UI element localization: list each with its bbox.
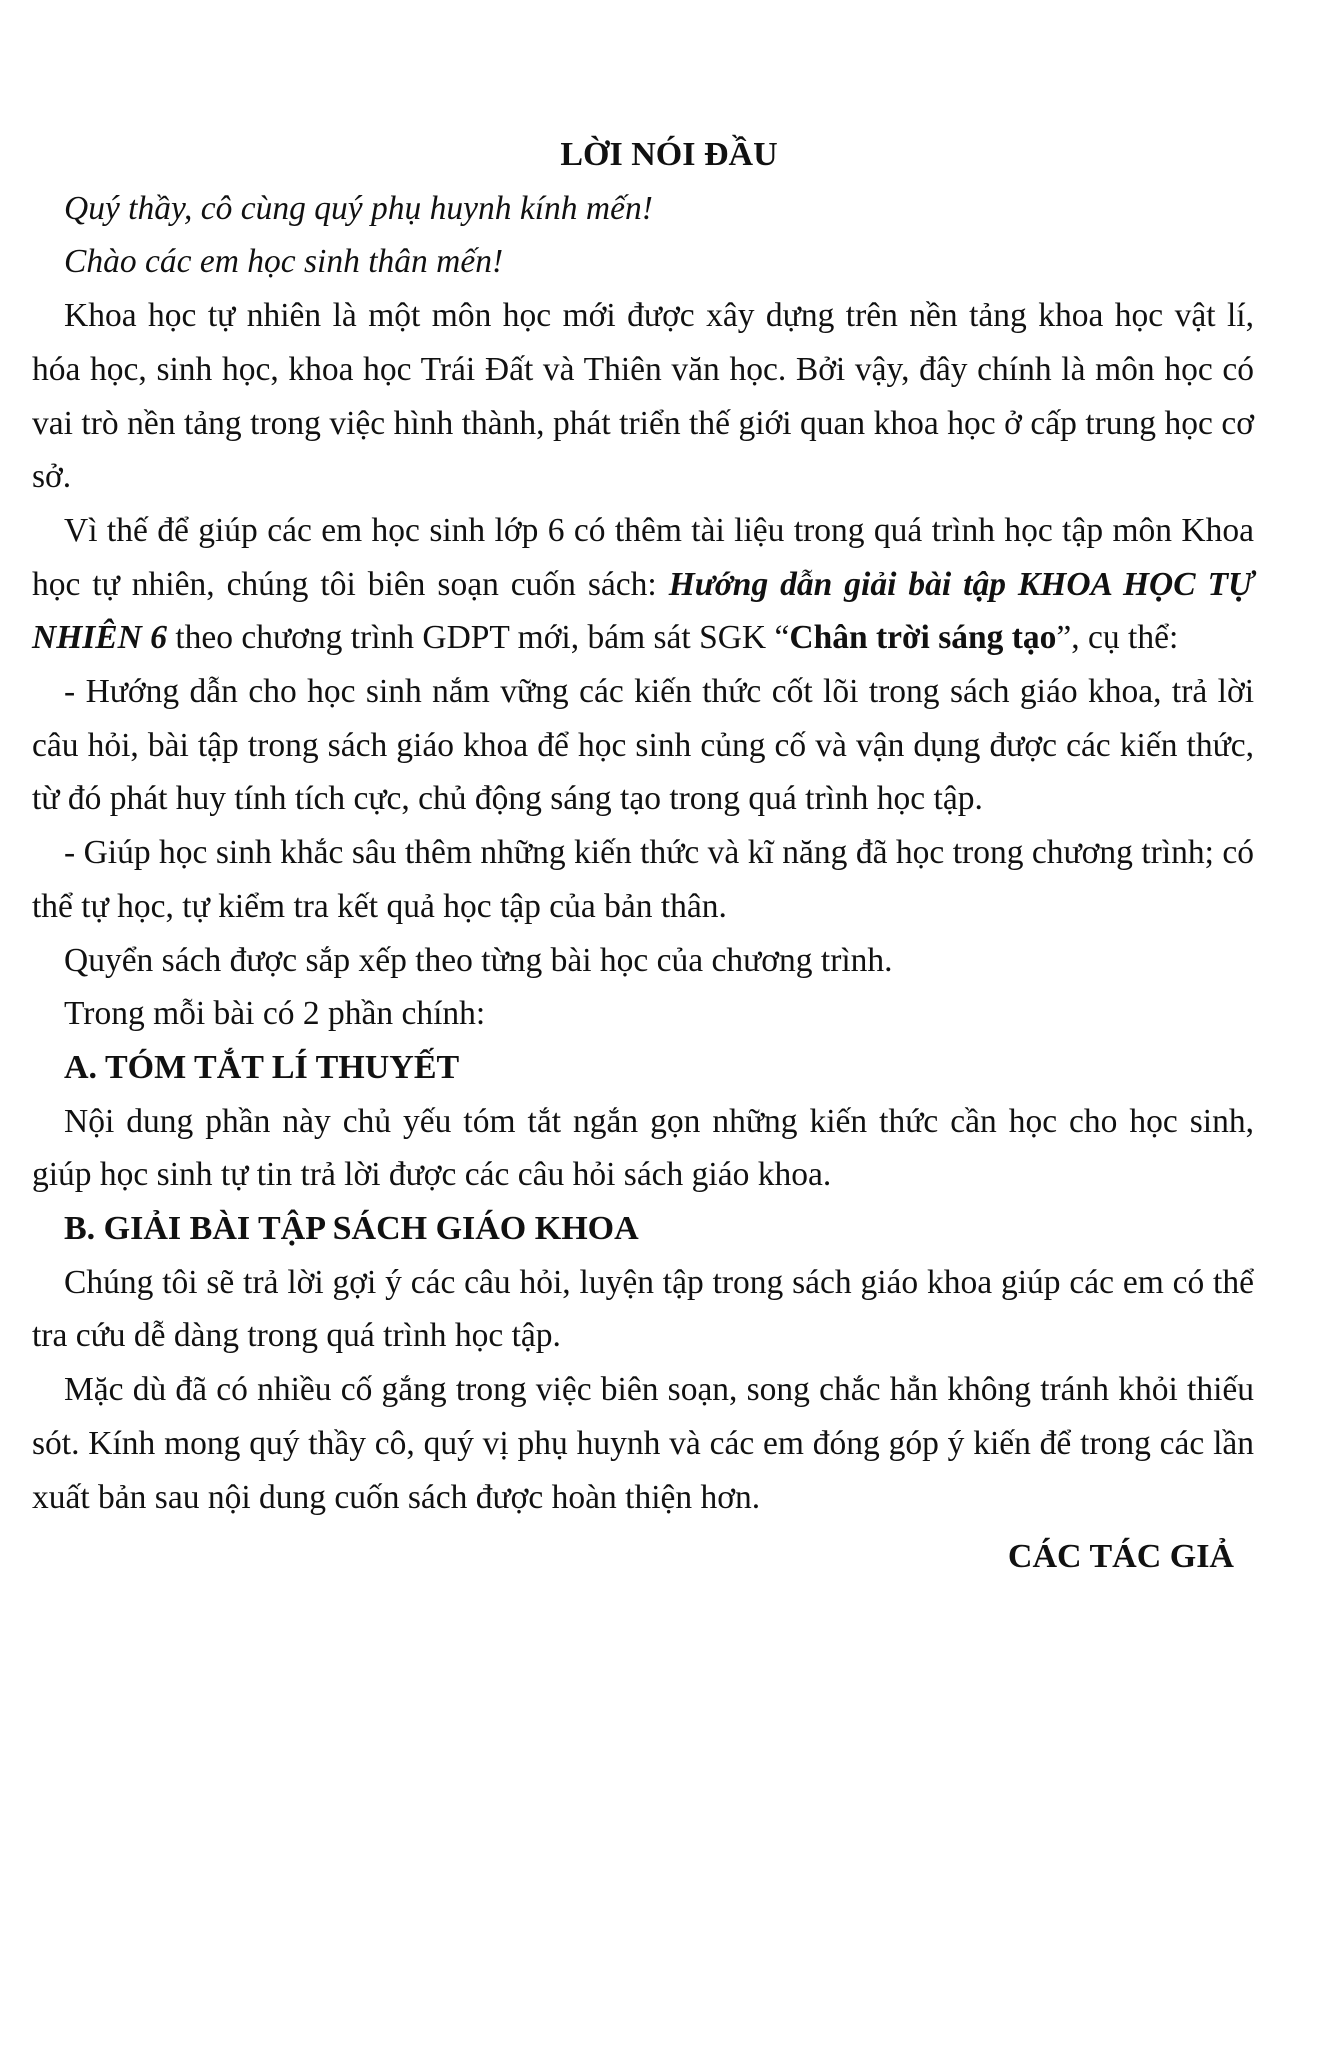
signature: CÁC TÁC GIẢ	[1007, 1538, 1234, 1576]
document-body	[32, 128, 1254, 1584]
book-title: Hướng dẫn giải bài tập KHOA HỌC TỰ NHIÊN 6	[32, 565, 1254, 657]
bullet-item-1: - Hướng dẫn cho học sinh nắm vững các kiến thức cốt lõi trong sách giáo khoa, trả lời câu hỏi, bài tập trong sách giáo khoa để học sinh củng cố và vận dụng được các kiến thức, từ đó phát huy tính tích cực, chủ động sáng tạo trong quá trình học tập.	[32, 673, 1254, 818]
section-heading-a: A. TÓM TẮT LÍ THUYẾT	[64, 1048, 460, 1086]
purpose-lead: Vì thế để giúp các em học sinh lớp 6 có thêm tài liệu trong quá trình học tập môn Khoa học tự nhiên, chúng tôi biên soạn cuốn sách:	[32, 511, 1254, 603]
closing-paragraph: Mặc dù đã có nhiều cố gắng trong việc biên soạn, song chắc hẳn không tránh khỏi thiếu sót. Kính mong quý thầy cô, quý vị phụ huynh và các em đóng góp ý kiến để trong các lần xuất bản sau nội dung cuốn sách được hoàn thiện hơn.	[32, 1371, 1254, 1516]
bullet-item-2: - Giúp học sinh khắc sâu thêm những kiến thức và kĩ năng đã học trong chương trình; có thể tự học, tự kiểm tra kết quả học tập của bản thân.	[32, 834, 1254, 925]
section-heading-b: B. GIẢI BÀI TẬP SÁCH GIÁO KHOA	[64, 1210, 639, 1248]
purpose-paragraph	[32, 504, 1254, 665]
section-a-paragraph: Nội dung phần này chủ yếu tóm tắt ngắn gọn những kiến thức cần học cho học sinh, giúp học sinh tự tin trả lời được các câu hỏi sách giáo khoa.	[32, 1102, 1254, 1194]
greeting-teachers-parents: Quý thầy, cô cùng quý phụ huynh kính mến!	[64, 189, 653, 227]
purpose-middle: theo chương trình GDPT mới, bám sát SGK “	[166, 619, 790, 657]
parts-paragraph: Trong mỗi bài có 2 phần chính:	[64, 995, 486, 1033]
series-name: Chân trời sáng tạo	[789, 619, 1057, 657]
arrangement-paragraph: Quyển sách được sắp xếp theo từng bài học của chương trình.	[64, 941, 893, 979]
section-b-paragraph: Chúng tôi sẽ trả lời gợi ý các câu hỏi, luyện tập trong sách giáo khoa giúp các em có thể tra cứu dễ dàng trong quá trình học tập.	[32, 1263, 1254, 1355]
page-title: LỜI NÓI ĐẦU	[560, 136, 778, 173]
greeting-students: Chào các em học sinh thân mến!	[64, 243, 504, 281]
intro-paragraph: Khoa học tự nhiên là một môn học mới được xây dựng trên nền tảng khoa học vật lí, hóa học, sinh học, khoa học Trái Đất và Thiên văn học. Bởi vậy, đây chính là môn học có vai trò nền tảng trong việc hình thành, phát triển thế giới quan khoa học ở cấp trung học cơ sở.	[32, 297, 1254, 496]
purpose-end: ”, cụ thể:	[1056, 619, 1179, 657]
